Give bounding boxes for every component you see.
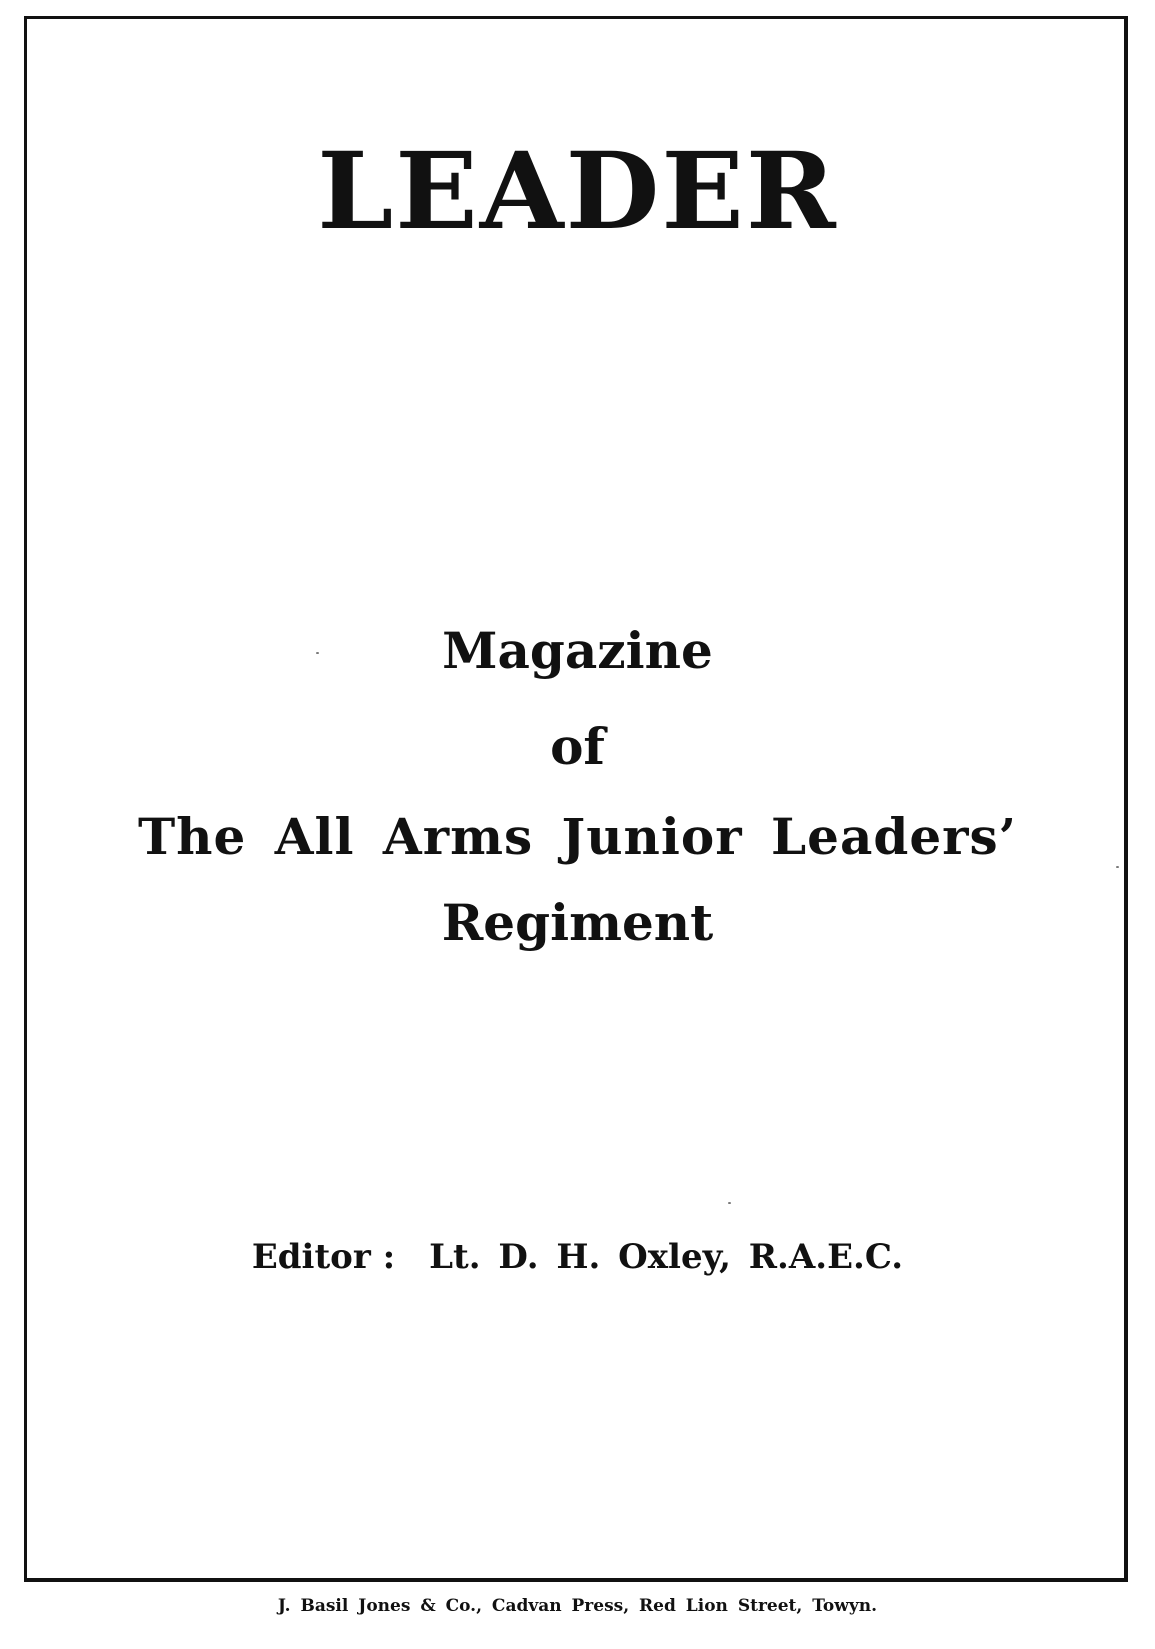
paper-speck bbox=[728, 1202, 731, 1204]
paper-speck bbox=[316, 652, 319, 654]
subtitle-regiment-name: The All Arms Junior Leaders’ bbox=[137, 807, 1018, 866]
magazine-title: LEADER bbox=[317, 128, 838, 253]
paper-speck bbox=[1116, 866, 1119, 868]
editor-label: Editor : bbox=[251, 1237, 396, 1277]
subtitle-regiment: Regiment bbox=[441, 893, 714, 952]
editor-name: Lt. D. H. Oxley, R.A.E.C. bbox=[429, 1237, 904, 1277]
subtitle-magazine: Magazine bbox=[442, 621, 713, 680]
subtitle-of: of bbox=[550, 717, 605, 776]
editor-credit bbox=[0, 1237, 1155, 1277]
printer-imprint: J. Basil Jones & Co., Cadvan Press, Red Lion Street, Towyn. bbox=[277, 1596, 878, 1616]
